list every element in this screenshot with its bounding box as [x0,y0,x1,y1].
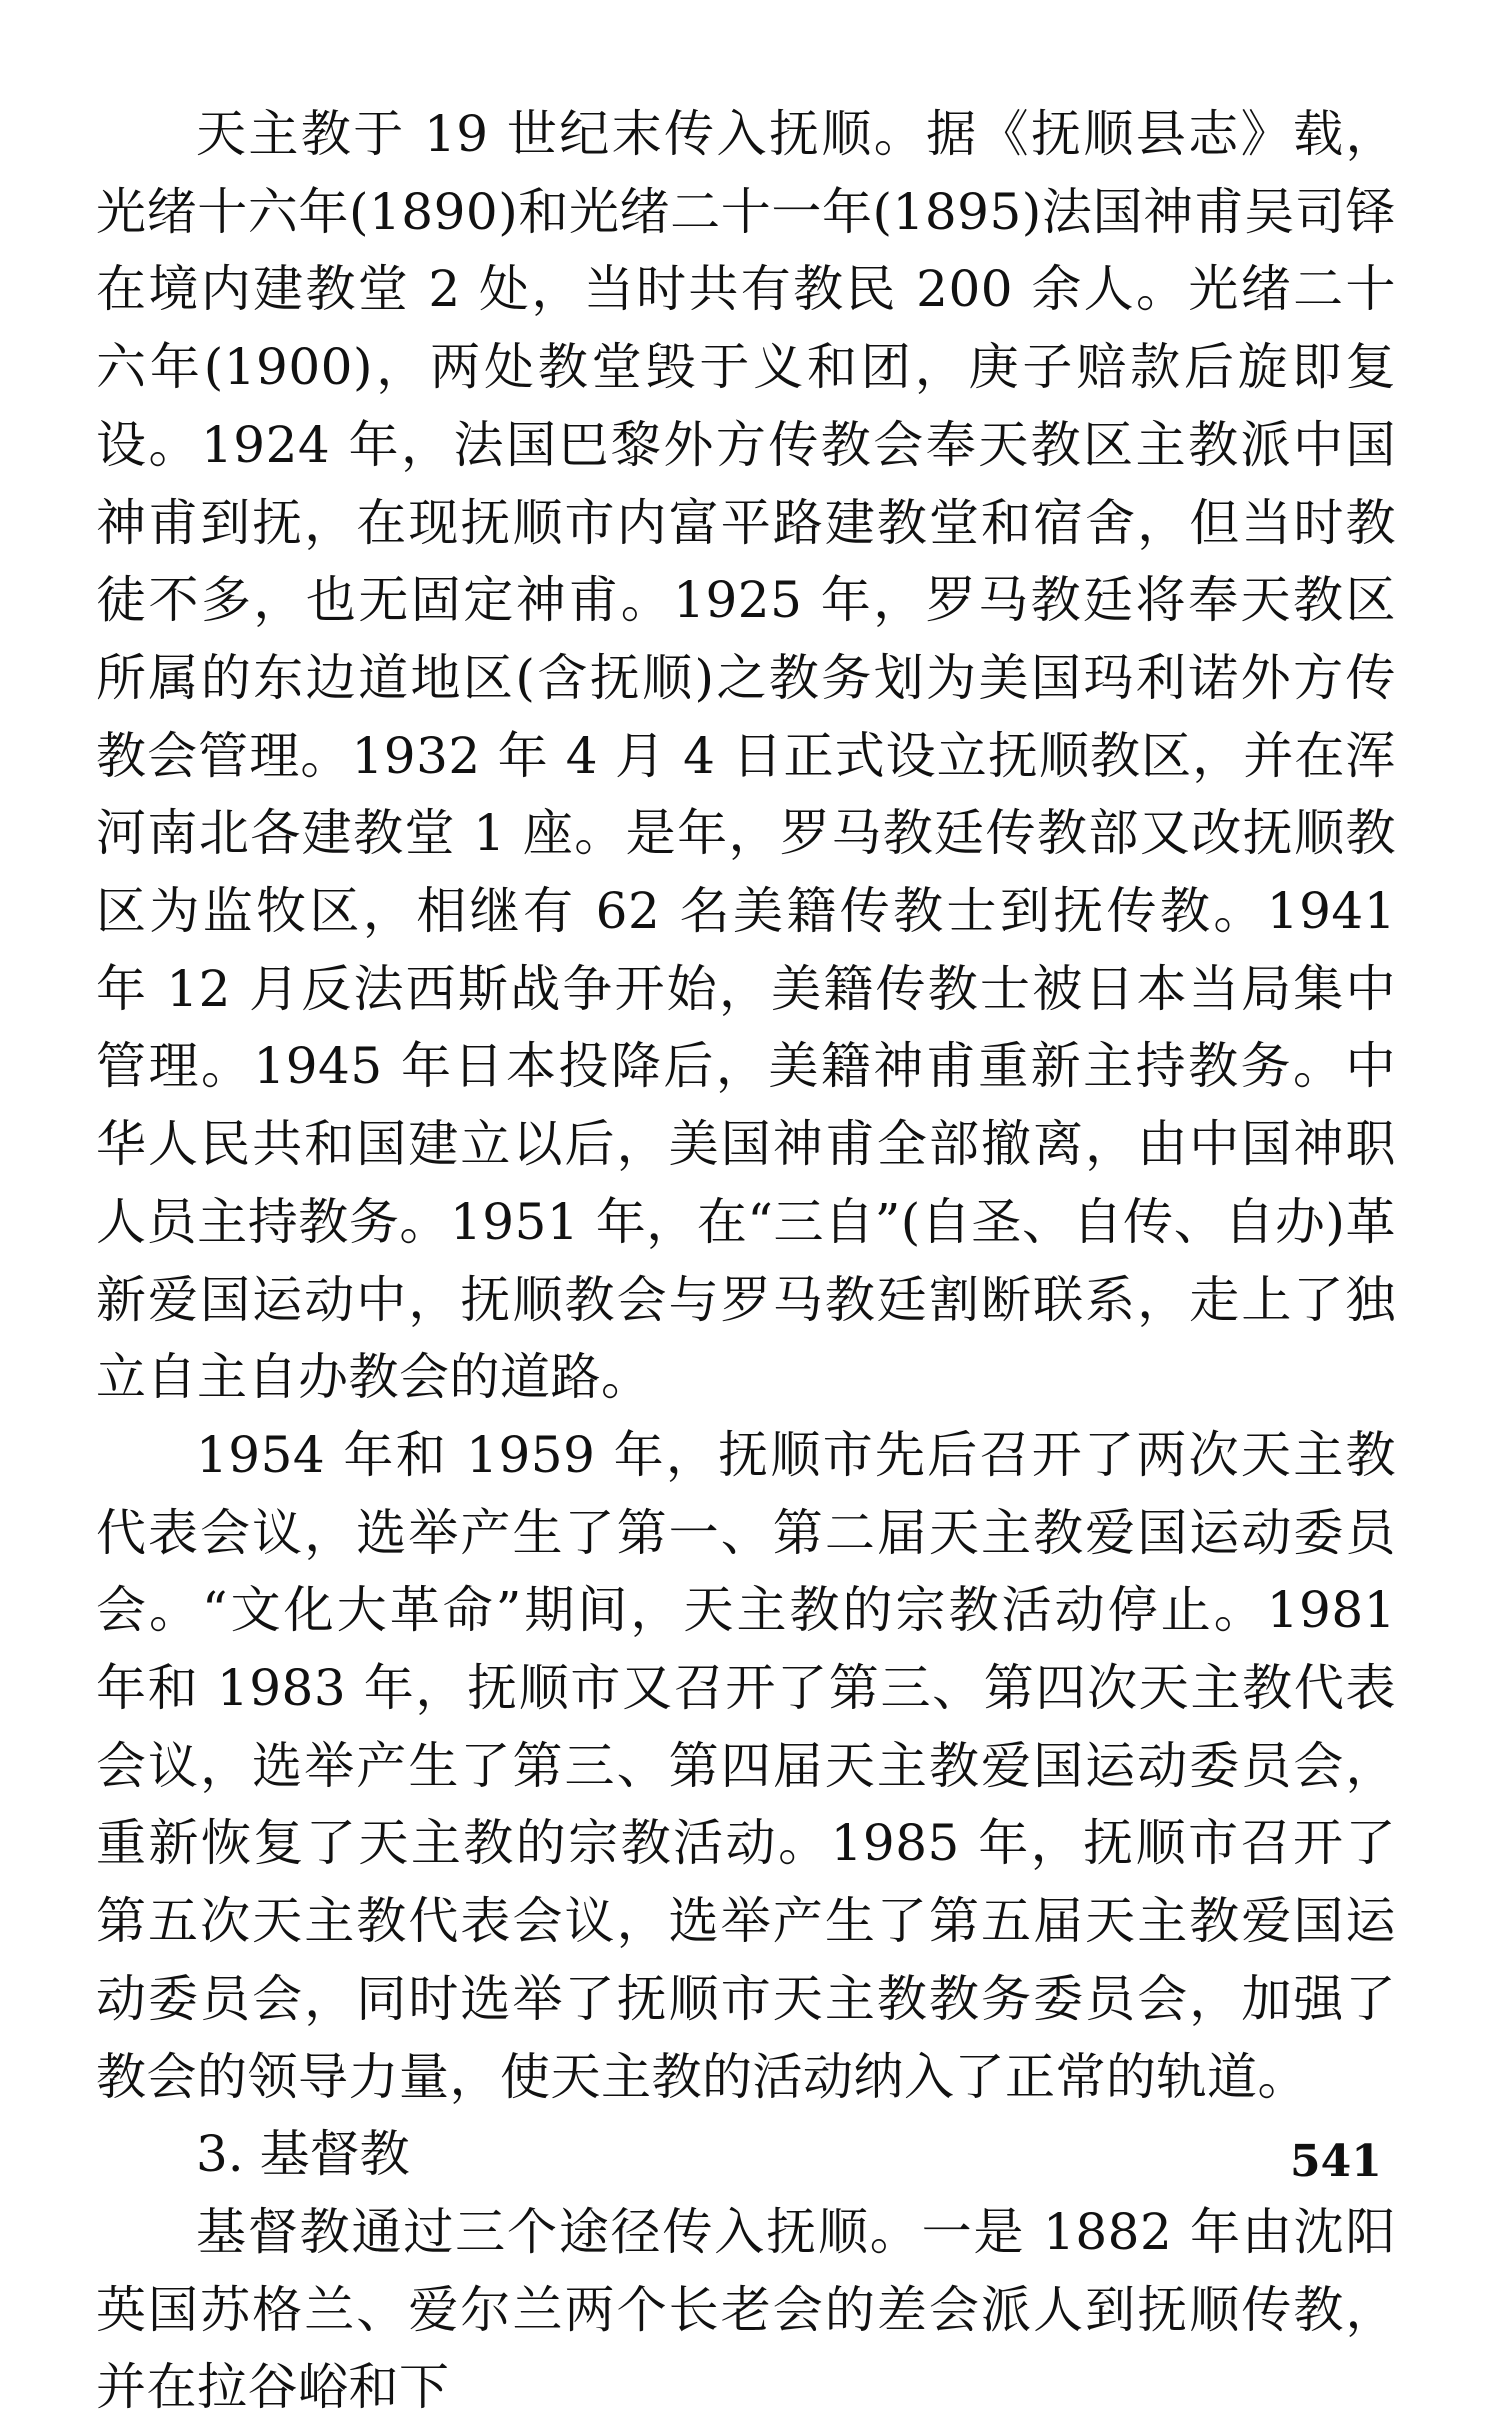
paragraph-catholic-congresses: 1954 年和 1959 年，抚顺市先后召开了两次天主教代表会议，选举产生了第一、第二届天主教爱国运动委员会。“文化大革命”期间，天主教的宗教活动停止。1981 年和 1983 年，抚顺市又召开了第三、第四次天主教代表会议，选举产生了第三、第四届天主教爱国运动委员会，重新恢复了天主教的宗教活动。1985 年，抚顺市召开了第五次天主教代表会议，选举产生了第五届天主教爱国运动委员会，同时选举了抚顺市天主教教务委员会，加强了教会的领导力量，使天主教的活动纳入了正常的轨道。 [96,1425,1396,2106]
page-number: 541 [1290,2136,1382,2187]
paragraph-christianity-intro: 基督教通过三个途径传入抚顺。一是 1882 年由沈阳英国苏格兰、爱尔兰两个长老会的差会派人到抚顺传教，并在拉谷峪和下 [96,2202,1396,2417]
paragraph-catholic-history: 天主教于 19 世纪末传入抚顺。据《抚顺县志》载，光绪十六年(1890)和光绪二十一年(1895)法国神甫吴司铎在境内建教堂 2 处，当时共有教民 200 余人。光绪二十六年(1900)，两处教堂毁于义和团，庚子赔款后旋即复设。1924 年，法国巴黎外方传教会奉天教区主教派中国神甫到抚，在现抚顺市内富平路建教堂和宿舍，但当时教徒不多，也无固定神甫。1925 年，罗马教廷将奉天教区所属的东边道地区(含抚顺)之教务划为美国玛利诺外方传教会管理。1932 年 4 月 4 日正式设立抚顺教区，并在浑河南北各建教堂 1 座。是年，罗马教廷传教部又改抚顺教区为监牧区，相继有 62 名美籍传教士到抚传教。1941 年 12 月反法西斯战争开始，美籍传教士被日本当局集中管理。1945 年日本投降后，美籍神甫重新主持教务。中华人民共和国建立以后，美国神甫全部撤离，由中国神职人员主持教务。1951 年，在“三自”(自圣、自传、自办)革新爱国运动中，抚顺教会与罗马教廷割断联系，走上了独立自主自办教会的道路。 [96,105,1396,1407]
section-heading-christianity: 3. 基督教 [196,2125,410,2184]
page-body [96,96,1396,2427]
